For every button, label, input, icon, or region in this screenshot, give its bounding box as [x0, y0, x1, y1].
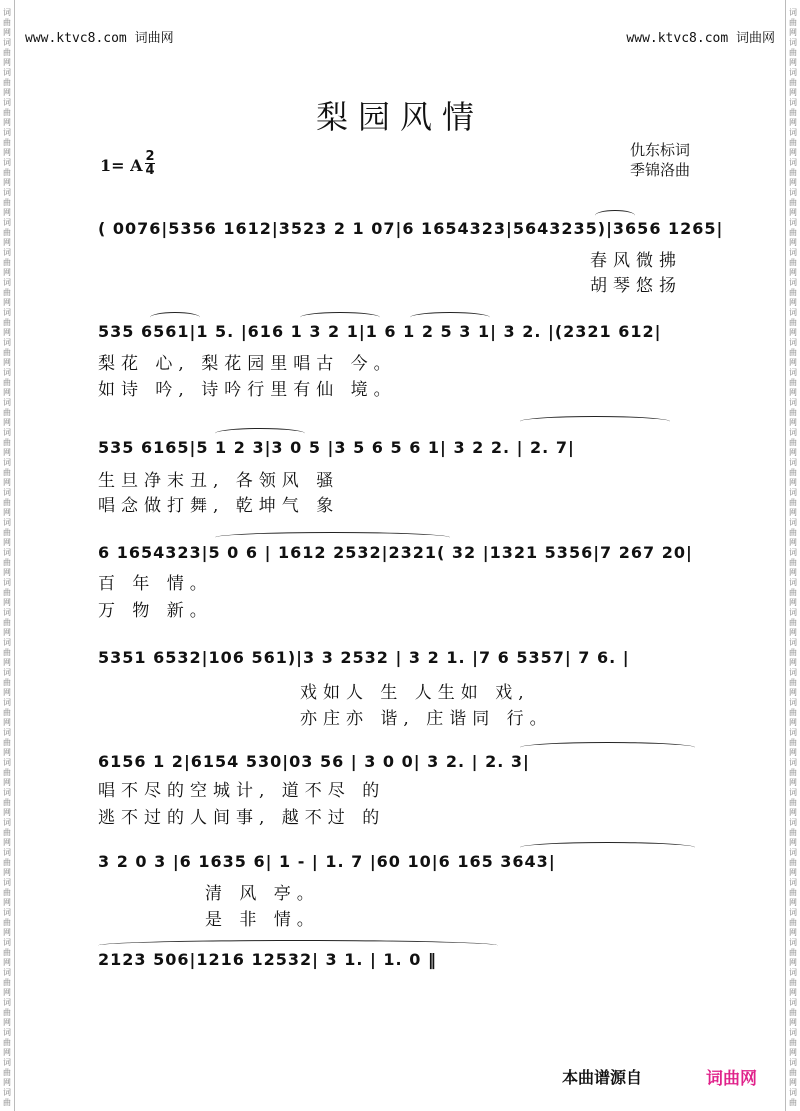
side-watermark-glyph: 词: [3, 818, 11, 827]
side-watermark-glyph: 词: [789, 608, 797, 617]
side-watermark-glyph: 词: [789, 968, 797, 977]
side-watermark-glyph: 网: [789, 748, 797, 757]
side-watermark-glyph: 曲: [789, 258, 797, 267]
side-watermark-glyph: 词: [3, 1088, 11, 1097]
side-watermark-glyph: 网: [789, 628, 797, 637]
side-watermark-glyph: 词: [3, 98, 11, 107]
site-url-left[interactable]: www.ktvc8.com 词曲网: [25, 31, 174, 46]
lyric-line-3-verse-1: 生旦净末丑, 各领风 骚: [98, 471, 340, 491]
side-watermark-glyph: 曲: [789, 348, 797, 357]
lyricist-credit: 仇东标词: [630, 141, 691, 159]
side-watermark-glyph: 词: [789, 788, 797, 797]
side-watermark-glyph: 曲: [3, 198, 11, 207]
side-watermark-glyph: 网: [789, 118, 797, 127]
notation-line-3: 535 6165|5 1 2 3|3 0 5 |3 5 6 5 6 1| 3 2 2. | 2. 7|: [98, 438, 575, 457]
lyric-line-3-verse-2: 唱念做打舞, 乾坤气 象: [98, 496, 340, 516]
time-signature: [145, 150, 155, 177]
side-watermark-glyph: 词: [3, 68, 11, 77]
side-watermark-glyph: 曲: [3, 798, 11, 807]
side-watermark-glyph: 词: [3, 728, 11, 737]
side-watermark-glyph: 词: [789, 728, 797, 737]
side-watermark-glyph: 网: [789, 268, 797, 277]
side-watermark-glyph: 网: [3, 88, 11, 97]
side-watermark-glyph: 曲: [3, 678, 11, 687]
time-denominator: 4: [145, 163, 155, 178]
side-watermark-glyph: 曲: [3, 618, 11, 627]
side-watermark-glyph: 词: [789, 698, 797, 707]
side-watermark-glyph: 词: [789, 518, 797, 527]
side-watermark-glyph: 词: [3, 1058, 11, 1067]
side-watermark-glyph: 词: [789, 68, 797, 77]
side-watermark-glyph: 曲: [3, 18, 11, 27]
side-watermark-glyph: 网: [3, 358, 11, 367]
side-watermark-glyph: 网: [3, 1018, 11, 1027]
lyric-line-2-verse-2: 如诗 吟, 诗吟行里有仙 境。: [98, 380, 397, 400]
side-watermark-glyph: 曲: [3, 648, 11, 657]
lyric-line-6-verse-2: 逃不过的人间事, 越不过 的: [98, 808, 386, 828]
side-watermark-glyph: 曲: [789, 78, 797, 87]
side-watermark-glyph: 曲: [789, 828, 797, 837]
side-watermark-glyph: 曲: [789, 198, 797, 207]
side-watermark-glyph: 曲: [789, 408, 797, 417]
side-watermark-glyph: 网: [789, 1078, 797, 1087]
side-watermark-glyph: 词: [789, 1088, 797, 1097]
side-watermark-glyph: 曲: [789, 648, 797, 657]
side-watermark-glyph: 曲: [3, 888, 11, 897]
side-watermark-glyph: 词: [3, 548, 11, 557]
side-watermark-glyph: 词: [789, 128, 797, 137]
side-watermark-glyph: 词: [3, 188, 11, 197]
notation-line-7: 3 2 0 3 |6 1635 6| 1 - | 1. 7 |60 10|6 165 3643|: [98, 852, 556, 871]
side-watermark-glyph: 网: [789, 418, 797, 427]
side-watermark-glyph: 网: [3, 958, 11, 967]
side-watermark-glyph: 网: [789, 328, 797, 337]
lyric-line-1-verse-1: 春风微拂: [590, 251, 682, 271]
side-watermark-glyph: 曲: [3, 948, 11, 957]
side-watermark-glyph: 曲: [3, 828, 11, 837]
side-watermark-glyph: 曲: [3, 78, 11, 87]
side-watermark-glyph: 网: [789, 358, 797, 367]
song-title: 梨园风情: [315, 98, 484, 136]
side-watermark-glyph: 曲: [789, 618, 797, 627]
side-watermark-glyph: 曲: [789, 678, 797, 687]
side-watermark-glyph: 网: [789, 208, 797, 217]
side-watermark-glyph: 曲: [3, 228, 11, 237]
notation-line-5: 5351 6532|106 561)|3 3 2532 | 3 2 1. |7 6 5357| 7 6. |: [98, 648, 630, 667]
side-watermark-glyph: 曲: [3, 408, 11, 417]
time-numerator: 2: [145, 149, 155, 164]
side-watermark-glyph: 网: [789, 568, 797, 577]
side-watermark-glyph: 网: [3, 568, 11, 577]
side-watermark-glyph: 曲: [789, 1098, 797, 1107]
lyric-line-7-verse-1: 清 风 亭。: [205, 884, 320, 904]
side-watermark-glyph: 词: [789, 878, 797, 887]
side-watermark-glyph: 网: [3, 478, 11, 487]
side-watermark-glyph: 网: [3, 988, 11, 997]
slur: [520, 842, 695, 853]
side-watermark-glyph: 曲: [3, 1038, 11, 1047]
side-watermark-glyph: 词: [3, 158, 11, 167]
side-watermark-glyph: 词: [3, 278, 11, 287]
side-watermark-glyph: 词: [3, 668, 11, 677]
notation-line-6: 6156 1 2|6154 530|03 56 | 3 0 0| 3 2. | 2. 3|: [98, 752, 530, 771]
side-watermark-glyph: 曲: [3, 378, 11, 387]
side-watermark-glyph: 词: [789, 848, 797, 857]
side-watermark-glyph: 曲: [3, 288, 11, 297]
site-url-right[interactable]: www.ktvc8.com 词曲网: [626, 31, 775, 46]
side-watermark-glyph: 曲: [789, 18, 797, 27]
slur: [215, 532, 450, 543]
side-watermark-glyph: 词: [789, 818, 797, 827]
side-watermark-glyph: 词: [3, 338, 11, 347]
side-watermark-glyph: 词: [789, 938, 797, 947]
side-watermark-glyph: 词: [789, 368, 797, 377]
side-watermark-glyph: 曲: [3, 978, 11, 987]
side-watermark-glyph: 词: [789, 458, 797, 467]
side-watermark-glyph: 词: [789, 908, 797, 917]
side-watermark-glyph: 网: [789, 58, 797, 67]
side-watermark-glyph: 词: [789, 248, 797, 257]
side-watermark-glyph: 曲: [789, 468, 797, 477]
side-watermark-glyph: 词: [3, 8, 11, 17]
side-watermark-glyph: 词: [789, 218, 797, 227]
notation-line-1: ( 0076|5356 1612|3523 2 1 07|6 1654323|5643235)|3656 1265|: [98, 219, 724, 238]
side-watermark-glyph: 网: [789, 148, 797, 157]
left-watermark-strip: [0, 0, 15, 1111]
side-watermark-glyph: 词: [3, 368, 11, 377]
side-watermark-glyph: 网: [3, 628, 11, 637]
side-watermark-glyph: 词: [3, 758, 11, 767]
side-watermark-glyph: 曲: [789, 768, 797, 777]
side-watermark-glyph: 词: [789, 998, 797, 1007]
lyric-line-2-verse-1: 梨花 心, 梨花园里唱古 今。: [98, 354, 397, 374]
slur: [410, 312, 490, 323]
side-watermark-glyph: 词: [3, 698, 11, 707]
side-watermark-glyph: 网: [3, 688, 11, 697]
side-watermark-glyph: 网: [789, 718, 797, 727]
side-watermark-glyph: 词: [3, 878, 11, 887]
side-watermark-glyph: 词: [789, 398, 797, 407]
side-watermark-glyph: 曲: [3, 318, 11, 327]
side-watermark-glyph: 网: [3, 1048, 11, 1057]
side-watermark-glyph: 曲: [789, 48, 797, 57]
side-watermark-glyph: 词: [789, 1028, 797, 1037]
side-watermark-glyph: 网: [789, 508, 797, 517]
side-watermark-glyph: 网: [789, 988, 797, 997]
side-watermark-glyph: 曲: [3, 858, 11, 867]
side-watermark-glyph: 网: [789, 838, 797, 847]
side-watermark-glyph: 网: [3, 208, 11, 217]
side-watermark-glyph: 词: [3, 218, 11, 227]
side-watermark-glyph: 网: [789, 298, 797, 307]
side-watermark-glyph: 曲: [3, 168, 11, 177]
side-watermark-glyph: 曲: [789, 948, 797, 957]
side-watermark-glyph: 词: [3, 578, 11, 587]
side-watermark-glyph: 词: [3, 308, 11, 317]
side-watermark-glyph: 词: [3, 518, 11, 527]
side-watermark-glyph: 网: [789, 688, 797, 697]
side-watermark-glyph: 曲: [3, 468, 11, 477]
side-watermark-glyph: 网: [789, 868, 797, 877]
side-watermark-glyph: 网: [3, 28, 11, 37]
side-watermark-glyph: 网: [3, 448, 11, 457]
side-watermark-glyph: 词: [3, 398, 11, 407]
side-watermark-glyph: 网: [3, 388, 11, 397]
slur: [98, 940, 498, 951]
slur: [520, 416, 670, 427]
slur: [300, 312, 380, 323]
side-watermark-glyph: 曲: [3, 918, 11, 927]
side-watermark-glyph: 网: [3, 538, 11, 547]
side-watermark-glyph: 词: [789, 308, 797, 317]
side-watermark-glyph: 曲: [789, 858, 797, 867]
side-watermark-glyph: 词: [3, 998, 11, 1007]
right-watermark-strip: [785, 0, 800, 1111]
side-watermark-glyph: 网: [789, 808, 797, 817]
side-watermark-glyph: 词: [3, 608, 11, 617]
side-watermark-glyph: 曲: [3, 108, 11, 117]
side-watermark-glyph: 网: [789, 538, 797, 547]
side-watermark-glyph: 网: [3, 808, 11, 817]
side-watermark-glyph: 网: [789, 238, 797, 247]
side-watermark-glyph: 词: [789, 1058, 797, 1067]
side-watermark-glyph: 曲: [789, 738, 797, 747]
side-watermark-glyph: 网: [3, 268, 11, 277]
side-watermark-glyph: 曲: [789, 528, 797, 537]
side-watermark-glyph: 曲: [3, 708, 11, 717]
side-watermark-glyph: 词: [3, 938, 11, 947]
side-watermark-glyph: 词: [3, 488, 11, 497]
side-watermark-glyph: 词: [3, 38, 11, 47]
side-watermark-glyph: 曲: [789, 1068, 797, 1077]
side-watermark-glyph: 曲: [789, 558, 797, 567]
side-watermark-glyph: 网: [3, 718, 11, 727]
side-watermark-glyph: 曲: [3, 1008, 11, 1017]
side-watermark-glyph: 网: [3, 118, 11, 127]
side-watermark-glyph: 网: [3, 1078, 11, 1087]
side-watermark-glyph: 词: [3, 968, 11, 977]
lyric-line-4-verse-2: 万 物 新。: [98, 601, 213, 621]
side-watermark-glyph: 曲: [789, 228, 797, 237]
side-watermark-glyph: 词: [3, 428, 11, 437]
side-watermark-glyph: 词: [789, 668, 797, 677]
lyric-line-6-verse-1: 唱不尽的空城计, 道不尽 的: [98, 781, 386, 801]
side-watermark-glyph: 曲: [789, 288, 797, 297]
side-watermark-glyph: 词: [789, 428, 797, 437]
side-watermark-glyph: 曲: [789, 1008, 797, 1017]
side-watermark-glyph: 曲: [789, 498, 797, 507]
side-watermark-glyph: 词: [3, 248, 11, 257]
side-watermark-glyph: 词: [789, 8, 797, 17]
side-watermark-glyph: 网: [3, 778, 11, 787]
composer-credit: 季锦洛曲: [630, 161, 691, 179]
side-watermark-glyph: 曲: [3, 438, 11, 447]
side-watermark-glyph: 词: [789, 578, 797, 587]
lyric-line-1-verse-2: 胡琴悠扬: [590, 276, 682, 296]
side-watermark-glyph: 曲: [3, 348, 11, 357]
side-watermark-glyph: 词: [789, 158, 797, 167]
side-watermark-glyph: 词: [3, 638, 11, 647]
side-watermark-glyph: 曲: [3, 588, 11, 597]
notation-line-4: 6 1654323|5 0 6 | 1612 2532|2321( 32 |1321 5356|7 267 20|: [98, 543, 693, 562]
side-watermark-glyph: 词: [3, 128, 11, 137]
side-watermark-glyph: 网: [3, 508, 11, 517]
side-watermark-glyph: 曲: [3, 528, 11, 537]
lyric-line-4-verse-1: 百 年 情。: [98, 574, 213, 594]
side-watermark-glyph: 网: [789, 1018, 797, 1027]
side-watermark-glyph: 词: [3, 848, 11, 857]
side-watermark-glyph: 词: [789, 188, 797, 197]
footer-brand-link[interactable]: 词曲网: [706, 1069, 757, 1089]
side-watermark-glyph: 网: [3, 598, 11, 607]
side-watermark-glyph: 曲: [789, 918, 797, 927]
footer-source-label: 本曲谱源自: [562, 1068, 643, 1087]
side-watermark-glyph: 网: [3, 298, 11, 307]
slur: [150, 312, 200, 323]
side-watermark-glyph: 曲: [3, 498, 11, 507]
side-watermark-glyph: 网: [789, 478, 797, 487]
side-watermark-glyph: 词: [789, 638, 797, 647]
side-watermark-glyph: 词: [789, 338, 797, 347]
side-watermark-glyph: 曲: [789, 138, 797, 147]
side-watermark-glyph: 曲: [3, 558, 11, 567]
side-watermark-glyph: 曲: [3, 48, 11, 57]
side-watermark-glyph: 曲: [3, 738, 11, 747]
side-watermark-glyph: 网: [789, 1048, 797, 1057]
side-watermark-glyph: 网: [789, 88, 797, 97]
slur: [215, 428, 305, 439]
side-watermark-glyph: 网: [3, 748, 11, 757]
slur: [520, 742, 695, 753]
side-watermark-glyph: 曲: [789, 1038, 797, 1047]
side-watermark-glyph: 网: [3, 58, 11, 67]
side-watermark-glyph: 网: [789, 388, 797, 397]
side-watermark-glyph: 词: [789, 38, 797, 47]
side-watermark-glyph: 网: [3, 238, 11, 247]
side-watermark-glyph: 网: [789, 178, 797, 187]
notation-line-8: 2123 506|1216 12532| 3 1. | 1. 0 ‖: [98, 950, 437, 969]
side-watermark-glyph: 网: [3, 928, 11, 937]
side-watermark-glyph: 词: [3, 908, 11, 917]
notation-line-2: 535 6561|1 5. |616 1 3 2 1|1 6 1 2 5 3 1| 3 2. |(2321 612|: [98, 322, 662, 341]
side-watermark-glyph: 网: [789, 958, 797, 967]
side-watermark-glyph: 词: [789, 548, 797, 557]
side-watermark-glyph: 词: [789, 488, 797, 497]
side-watermark-glyph: 词: [3, 1028, 11, 1037]
side-watermark-glyph: 网: [789, 28, 797, 37]
side-watermark-glyph: 网: [789, 928, 797, 937]
side-watermark-glyph: 网: [789, 898, 797, 907]
side-watermark-glyph: 网: [3, 838, 11, 847]
side-watermark-glyph: 曲: [789, 378, 797, 387]
side-watermark-glyph: 网: [3, 178, 11, 187]
side-watermark-glyph: 曲: [3, 1098, 11, 1107]
side-watermark-glyph: 曲: [3, 258, 11, 267]
side-watermark-glyph: 网: [3, 898, 11, 907]
side-watermark-glyph: 曲: [3, 1068, 11, 1077]
side-watermark-glyph: 网: [3, 148, 11, 157]
lyric-line-5-verse-2: 亦庄亦 谐, 庄谐同 行。: [300, 709, 553, 729]
side-watermark-glyph: 曲: [789, 708, 797, 717]
side-watermark-glyph: 曲: [789, 588, 797, 597]
side-watermark-glyph: 网: [789, 598, 797, 607]
side-watermark-glyph: 曲: [789, 108, 797, 117]
side-watermark-glyph: 网: [789, 658, 797, 667]
side-watermark-glyph: 曲: [789, 438, 797, 447]
side-watermark-glyph: 词: [789, 278, 797, 287]
side-watermark-glyph: 曲: [3, 768, 11, 777]
side-watermark-glyph: 曲: [789, 888, 797, 897]
lyric-line-5-verse-1: 戏如人 生 人生如 戏,: [300, 683, 530, 703]
side-watermark-glyph: 网: [3, 328, 11, 337]
side-watermark-glyph: 网: [3, 868, 11, 877]
side-watermark-glyph: 网: [789, 778, 797, 787]
side-watermark-glyph: 曲: [789, 168, 797, 177]
slur: [595, 210, 635, 221]
side-watermark-glyph: 曲: [3, 138, 11, 147]
key-signature: 1= A: [100, 156, 143, 175]
side-watermark-glyph: 曲: [789, 798, 797, 807]
side-watermark-glyph: 词: [789, 98, 797, 107]
side-watermark-glyph: 网: [789, 448, 797, 457]
side-watermark-glyph: 网: [3, 658, 11, 667]
side-watermark-glyph: 曲: [789, 978, 797, 987]
side-watermark-glyph: 词: [3, 788, 11, 797]
lyric-line-7-verse-2: 是 非 情。: [205, 910, 320, 930]
side-watermark-glyph: 词: [3, 458, 11, 467]
side-watermark-glyph: 词: [789, 758, 797, 767]
side-watermark-glyph: 曲: [789, 318, 797, 327]
side-watermark-glyph: 网: [3, 418, 11, 427]
